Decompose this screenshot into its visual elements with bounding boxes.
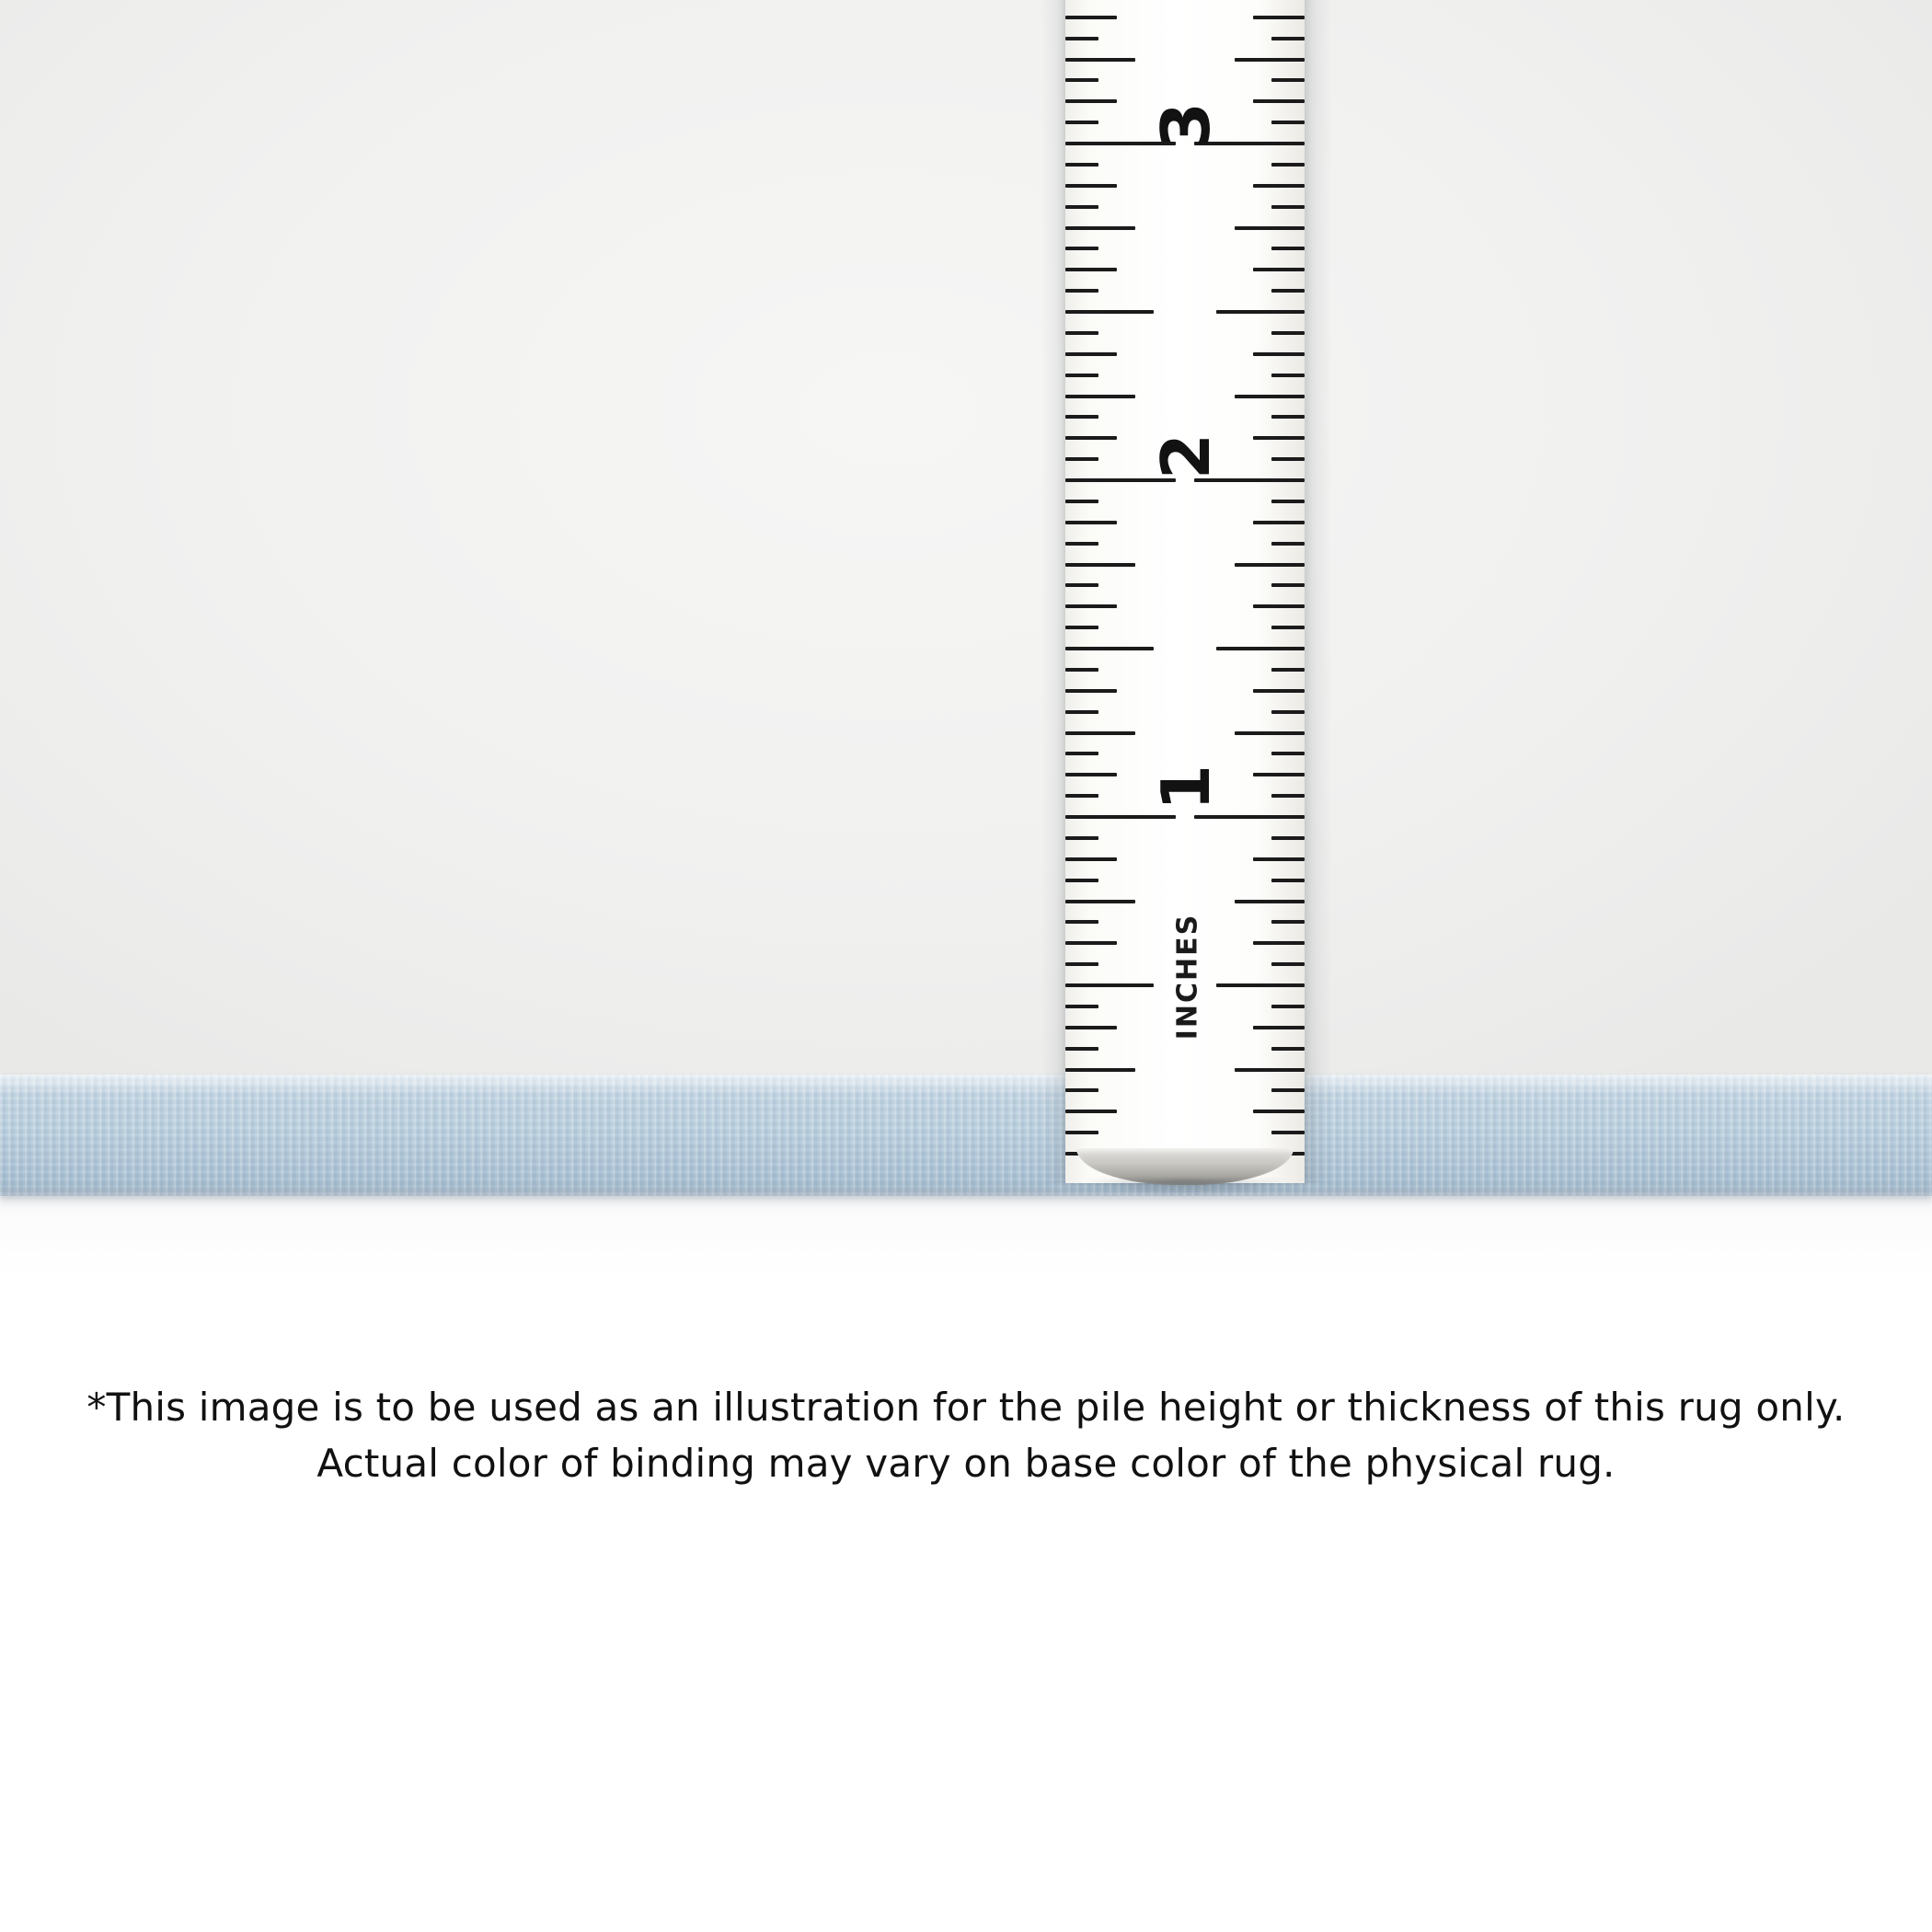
ruler-tick <box>1065 647 1154 650</box>
ruler-tick <box>1271 289 1305 293</box>
ruler-tick <box>1253 689 1305 693</box>
ruler-tick <box>1253 1110 1305 1113</box>
ruler-tick <box>1065 626 1098 629</box>
rug-highlight <box>0 1075 1932 1095</box>
ruler-tick <box>1065 121 1098 124</box>
ruler-tick <box>1271 710 1305 714</box>
ruler-tick <box>1065 900 1135 903</box>
ruler-tick <box>1271 1088 1305 1092</box>
ruler-tick <box>1065 1110 1117 1113</box>
ruler-tick <box>1065 500 1098 503</box>
ruler-tip-shadow <box>1082 1179 1288 1196</box>
ruler-tick <box>1271 374 1305 377</box>
ruler-tick <box>1271 836 1305 840</box>
ruler-tick <box>1065 331 1098 335</box>
ruler-tick <box>1065 268 1117 271</box>
rug-shadow <box>0 1189 1932 1209</box>
ruler-tick <box>1065 415 1098 419</box>
ruler-tick <box>1235 731 1305 735</box>
ruler-tick <box>1253 773 1305 776</box>
ruler-tick <box>1065 163 1098 167</box>
caption-line-1: *This image is to be used as an illustration for the pile height or thickness of this rug only. <box>86 1385 1846 1430</box>
ruler-tick <box>1065 289 1098 293</box>
ruler-tick <box>1065 78 1098 82</box>
ruler-tick <box>1065 58 1135 62</box>
ruler-tick <box>1253 1026 1305 1029</box>
ruler-tick <box>1065 184 1117 188</box>
ruler-tick <box>1065 689 1117 693</box>
ruler-tick <box>1271 794 1305 798</box>
ruler-tick <box>1216 983 1305 987</box>
ruler-tick <box>1253 521 1305 524</box>
ruler-tick <box>1065 731 1135 735</box>
ruler-tick <box>1271 415 1305 419</box>
ruler-tick <box>1271 1005 1305 1008</box>
ruler-tick <box>1235 900 1305 903</box>
ruler-tick <box>1271 542 1305 546</box>
ruler-tick <box>1065 374 1098 377</box>
ruler-tick <box>1065 879 1098 882</box>
ruler-tick <box>1065 395 1135 398</box>
ruler-tick <box>1065 16 1117 19</box>
ruler-tick <box>1235 58 1305 62</box>
ruler-shadow-left <box>1041 0 1065 1183</box>
ruler-tick <box>1216 310 1305 314</box>
ruler-unit-label: INCHES <box>1171 913 1204 1041</box>
ruler-tick <box>1271 583 1305 587</box>
ruler-tick <box>1235 226 1305 230</box>
caption-line-2: Actual color of binding may vary on base color of the physical rug. <box>316 1440 1616 1486</box>
ruler-tick <box>1065 1068 1135 1072</box>
ruler-tick <box>1271 500 1305 503</box>
ruler-tick <box>1235 395 1305 398</box>
ruler-tick <box>1065 563 1135 567</box>
ruler-tick <box>1065 1026 1117 1029</box>
ruler-tick <box>1065 941 1117 945</box>
ruler-tick <box>1065 752 1098 755</box>
ruler-tick <box>1271 1047 1305 1051</box>
rug-binding-edge <box>0 1075 1932 1196</box>
ruler-tick <box>1271 205 1305 209</box>
ruler-tick <box>1271 752 1305 755</box>
ruler-tick <box>1271 331 1305 335</box>
ruler-tick <box>1065 226 1135 230</box>
ruler-tick <box>1271 163 1305 167</box>
ruler-tick <box>1271 962 1305 966</box>
ruler-tick <box>1065 794 1098 798</box>
ruler-tick <box>1065 542 1098 546</box>
ruler-shadow-right <box>1305 0 1332 1183</box>
ruler-tick <box>1065 836 1098 840</box>
caption <box>0 1380 1932 1492</box>
ruler-tick <box>1065 983 1154 987</box>
ruler-tick <box>1253 268 1305 271</box>
ruler-tick <box>1065 773 1117 776</box>
ruler-tick <box>1271 879 1305 882</box>
ruler-tick <box>1065 521 1117 524</box>
ruler-tick <box>1253 857 1305 861</box>
ruler-tick <box>1235 563 1305 567</box>
ruler-tick <box>1271 78 1305 82</box>
ruler-tick <box>1253 352 1305 356</box>
ruler-tick <box>1065 668 1098 672</box>
ruler-tick <box>1271 626 1305 629</box>
ruler-tick <box>1065 436 1117 440</box>
ruler-tick <box>1271 37 1305 40</box>
ruler-tick <box>1271 920 1305 924</box>
ruler-tick <box>1065 247 1098 250</box>
ruler-tick <box>1271 668 1305 672</box>
ruler-tick <box>1235 1068 1305 1072</box>
ruler-tick <box>1271 457 1305 461</box>
ruler-tick <box>1065 604 1117 608</box>
ruler-tick <box>1065 1131 1098 1134</box>
ruler-tick <box>1065 962 1098 966</box>
ruler-number-1: 1 <box>1147 764 1225 811</box>
ruler-tick <box>1065 1005 1098 1008</box>
ruler-number-3: 3 <box>1147 101 1225 149</box>
ruler-tick <box>1271 121 1305 124</box>
ruler-tick <box>1271 247 1305 250</box>
ruler-tick <box>1065 310 1154 314</box>
ruler-tick <box>1253 99 1305 103</box>
ruler-tick <box>1065 857 1117 861</box>
ruler-tick <box>1065 457 1098 461</box>
ruler-tick <box>1065 99 1117 103</box>
ruler-tick <box>1065 710 1098 714</box>
ruler-tick <box>1065 205 1098 209</box>
ruler-tick <box>1065 1047 1098 1051</box>
ruler-tick <box>1065 920 1098 924</box>
ruler-tick <box>1253 16 1305 19</box>
ruler-tick <box>1065 1088 1098 1092</box>
ruler <box>1065 0 1305 1183</box>
ruler-tick <box>1065 583 1098 587</box>
ruler-tick <box>1216 647 1305 650</box>
ruler-tick <box>1065 352 1117 356</box>
ruler-tick <box>1253 941 1305 945</box>
ruler-number-2: 2 <box>1147 432 1225 480</box>
ruler-tick <box>1253 436 1305 440</box>
ruler-tick <box>1253 184 1305 188</box>
ruler-tick <box>1253 604 1305 608</box>
ruler-tick <box>1271 1131 1305 1134</box>
ruler-tick <box>1065 37 1098 40</box>
